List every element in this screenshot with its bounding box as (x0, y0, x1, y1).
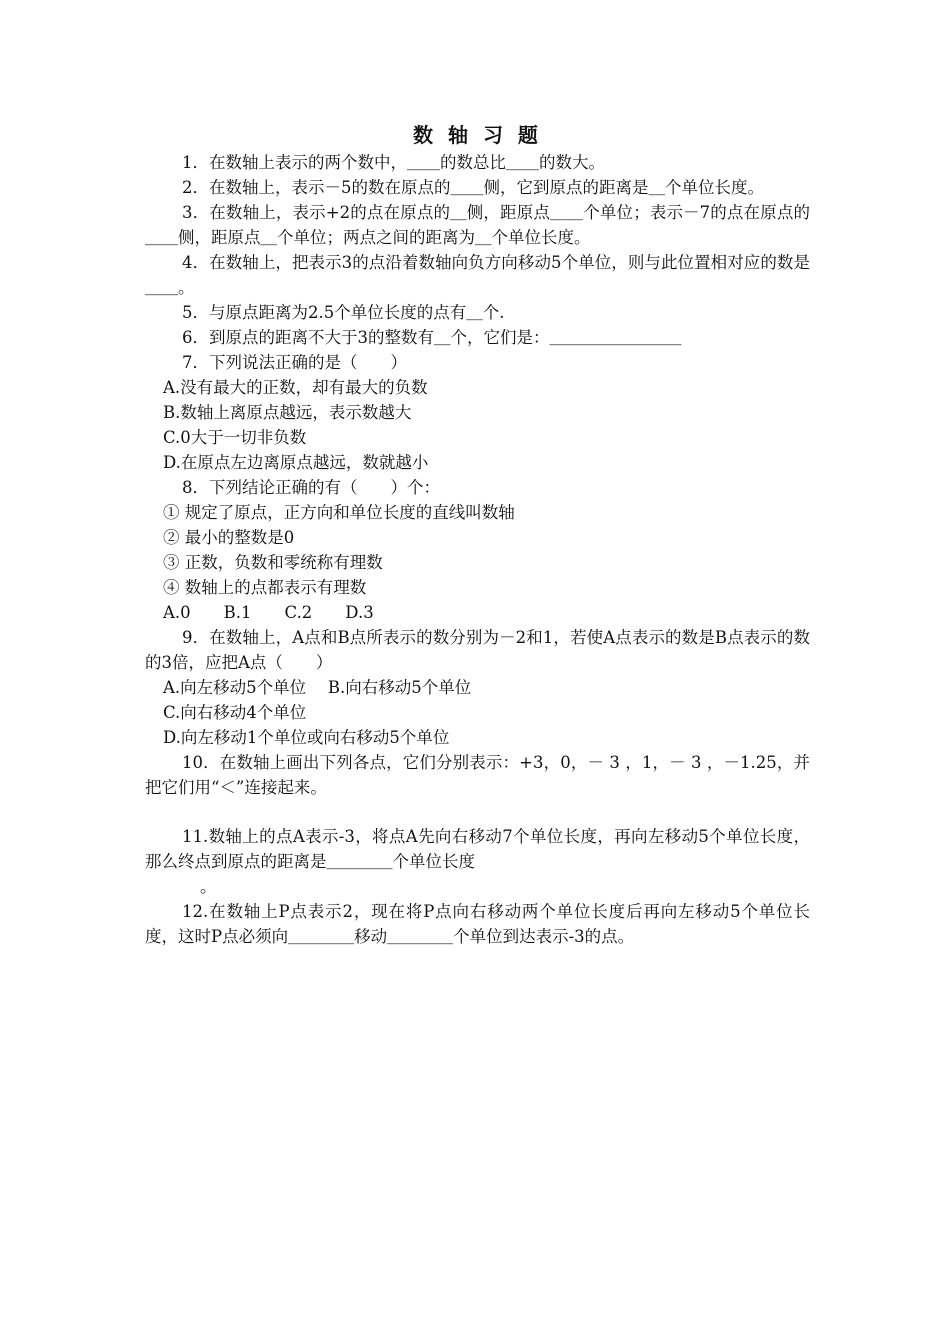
option-text: B.数轴上离原点越远，表示数越大 (163, 403, 412, 422)
question-text: 8．下列结论正确的有（ ）个： (182, 478, 440, 497)
worksheet-page (145, 120, 810, 949)
question-text: 2．在数轴上，表示－5的数在原点的＿＿侧，它到原点的距离是＿个单位长度。 (182, 178, 764, 197)
question-text: 12.在数轴上P点表示2，现在将P点向右移动两个单位长度后再向左移动5个单位长度，这时P点必须向＿＿＿＿移动＿＿＿＿个单位到达表示-3的点。 (145, 902, 810, 946)
option-text: ③ 正数，负数和零统称有理数 (163, 553, 383, 572)
option-text: A.向左移动5个单位 B.向右移动5个单位 (163, 678, 472, 697)
option-text: A.0 B.1 C.2 D.3 (163, 603, 374, 622)
blank-line (145, 800, 810, 824)
question-text: 6．到原点的距离不大于3的整数有＿个，它们是：＿＿＿＿＿＿＿＿ (182, 328, 682, 347)
question-text: 5．与原点距离为2.5个单位长度的点有＿个. (182, 303, 505, 322)
question-text: 1．在数轴上表示的两个数中，＿＿的数总比＿＿的数大。 (182, 153, 605, 172)
question-list (145, 150, 810, 949)
option-text: D.向左移动1个单位或向右移动5个单位 (163, 728, 450, 747)
option-text: ① 规定了原点，正方向和单位长度的直线叫数轴 (163, 503, 515, 522)
option-text: 。 (200, 877, 217, 896)
question-text: 4．在数轴上，把表示3的点沿着数轴向负方向移动5个单位，则与此位置相对应的数是＿＿。 (145, 253, 810, 297)
question-text: 10．在数轴上画出下列各点，它们分别表示：+3，0，－ 3 ，1，－ 3 ，－1.25，并把它们用“＜”连接起来。 (145, 753, 810, 797)
question-text: 9．在数轴上，A点和B点所表示的数分别为－2和1，若使A点表示的数是B点表示的数的3倍，应把A点（ ） (145, 628, 810, 672)
question-text: 7．下列说法正确的是（ ） (182, 353, 407, 372)
option-text: D.在原点左边离原点越远，数就越小 (163, 453, 429, 472)
option-text: A.没有最大的正数，却有最大的负数 (163, 378, 428, 397)
option-text: C.0大于一切非负数 (163, 428, 307, 447)
option-text: C.向右移动4个单位 (163, 703, 307, 722)
option-text: ④ 数轴上的点都表示有理数 (163, 578, 367, 597)
page-title: 数 轴 习 题 (413, 123, 542, 147)
option-text: ② 最小的整数是0 (163, 528, 295, 547)
question-text: 3．在数轴上，表示+2的点在原点的＿侧，距原点＿＿个单位；表示－7的点在原点的＿＿侧，距原点＿个单位；两点之间的距离为＿个单位长度。 (145, 203, 810, 247)
question-text: 11.数轴上的点A表示-3，将点A先向右移动7个单位长度，再向左移动5个单位长度，那么终点到原点的距离是＿＿＿＿个单位长度 (145, 827, 810, 871)
